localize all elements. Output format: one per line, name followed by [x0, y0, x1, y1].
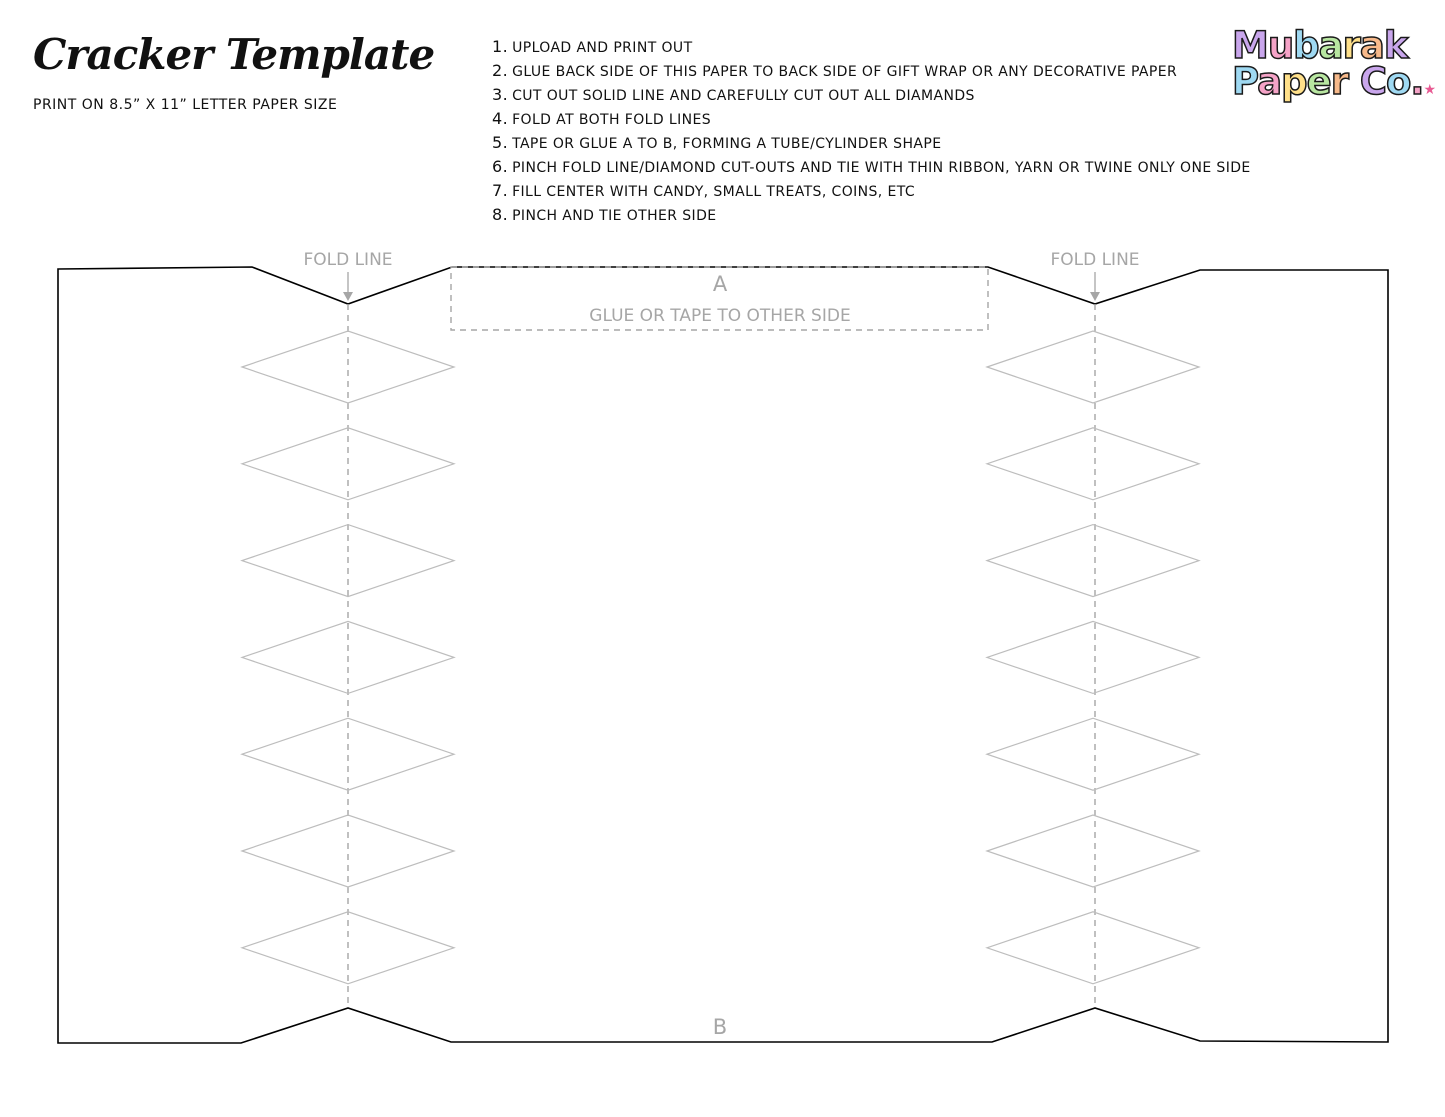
cut-outline [58, 267, 1388, 1043]
diamond-cutout [987, 815, 1199, 887]
diamond-cutout [987, 718, 1199, 790]
fold-line-label-left: FOLD LINE [303, 250, 393, 270]
logo-line-2: Paper Co.★ [1232, 60, 1436, 103]
step-number: 1. [492, 37, 509, 56]
step-number: 7. [492, 181, 509, 200]
print-size-note: PRINT ON 8.5” X 11” LETTER PAPER SIZE [33, 97, 338, 113]
edge-a-label: A [712, 272, 728, 296]
step-text: CUT OUT SOLID LINE AND CAREFULLY CUT OUT ALL DIAMANDS [512, 88, 975, 104]
logo-star-icon: ★ [1423, 82, 1436, 98]
step-text: TAPE OR GLUE A TO B, FORMING A TUBE/CYLINDER SHAPE [512, 136, 942, 152]
page-title: Cracker Template [33, 30, 435, 79]
diamond-cutout [987, 912, 1199, 984]
diamond-cutout [987, 428, 1199, 500]
edge-b-label: B [712, 1015, 728, 1039]
diamond-cutout [987, 621, 1199, 693]
step-number: 6. [492, 157, 509, 176]
step-number: 8. [492, 205, 509, 224]
step-text: PINCH FOLD LINE/DIAMOND CUT-OUTS AND TIE WITH THIN RIBBON, YARN OR TWINE ONLY ONE SIDE [512, 160, 1251, 176]
logo-line-1: Mubarak [1232, 24, 1408, 67]
glue-instruction-label: GLUE OR TAPE TO OTHER SIDE [589, 306, 851, 326]
step-number: 4. [492, 109, 509, 128]
diamond-cutout [987, 525, 1199, 597]
step-number: 5. [492, 133, 509, 152]
diamond-cutouts [242, 331, 1199, 984]
step-text: UPLOAD AND PRINT OUT [512, 40, 693, 56]
step-number: 2. [492, 61, 509, 80]
step-text: FOLD AT BOTH FOLD LINES [512, 112, 712, 128]
fold-arrow-left-icon [343, 272, 353, 301]
step-text: FILL CENTER WITH CANDY, SMALL TREATS, COINS, ETC [512, 184, 916, 200]
diamond-cutout [987, 331, 1199, 403]
step-text: PINCH AND TIE OTHER SIDE [512, 208, 717, 224]
fold-line-label-right: FOLD LINE [1050, 250, 1140, 270]
fold-arrow-right-icon [1090, 272, 1100, 301]
step-number: 3. [492, 85, 509, 104]
step-text: GLUE BACK SIDE OF THIS PAPER TO BACK SIDE OF GIFT WRAP OR ANY DECORATIVE PAPER [512, 64, 1178, 80]
